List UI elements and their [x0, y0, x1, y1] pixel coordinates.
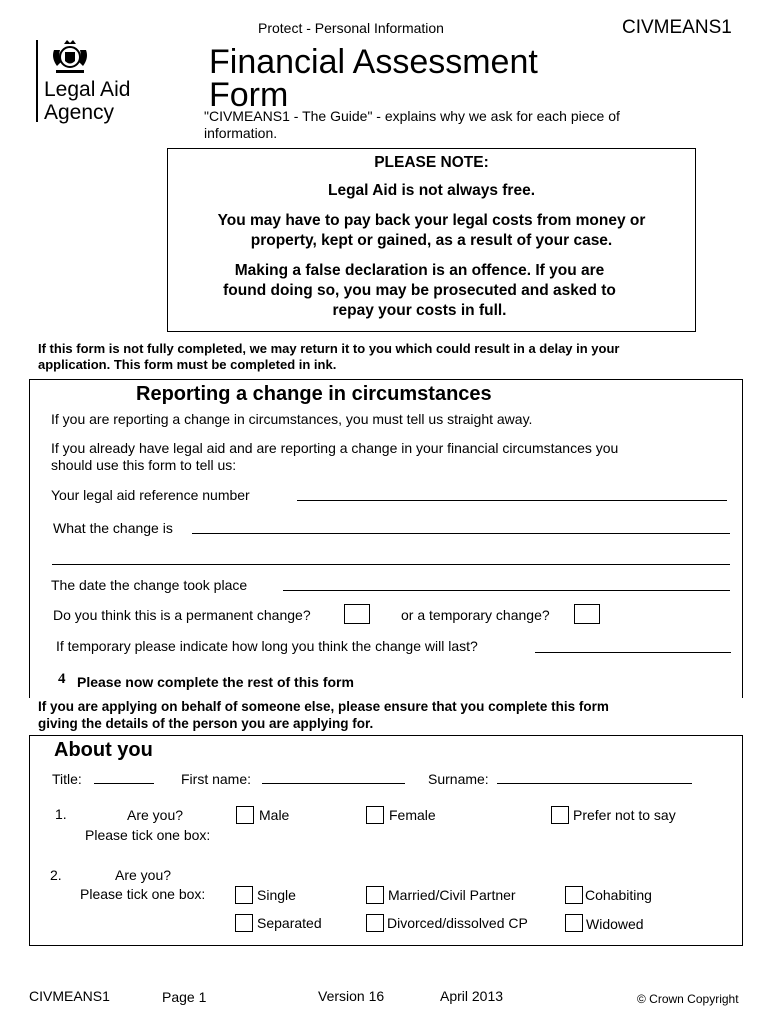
widowed-checkbox[interactable]: [565, 914, 583, 932]
page-title-line1: Financial Assessment: [209, 43, 538, 81]
female-checkbox[interactable]: [366, 806, 384, 824]
q1-number: 1.: [55, 806, 67, 822]
what-change-field-line2[interactable]: [52, 564, 730, 565]
incomplete-warning-line1: If this form is not fully completed, we may return it to you which could result in a delay in your: [38, 341, 620, 356]
prefer-not-to-say-checkbox[interactable]: [551, 806, 569, 824]
notice-line3c: repay your costs in full.: [332, 302, 507, 319]
q2-question: Are you?: [115, 867, 172, 883]
notice-line2a: You may have to pay back your legal costs from money or: [217, 212, 646, 229]
male-checkbox[interactable]: [236, 806, 254, 824]
step-instruction: Please now complete the rest of this form: [77, 674, 354, 690]
permanent-change-label: Do you think this is a permanent change?: [53, 607, 311, 623]
first-name-label: First name:: [181, 771, 252, 787]
separated-checkbox[interactable]: [235, 914, 253, 932]
footer-form-code: CIVMEANS1: [29, 988, 110, 1004]
divorced-checkbox[interactable]: [366, 914, 384, 932]
divorced-label: Divorced/dissolved CP: [387, 915, 528, 931]
footer-copyright: © Crown Copyright: [637, 992, 739, 1006]
footer-version: Version 16: [318, 988, 385, 1004]
notice-line3b: found doing so, you may be prosecuted and asked to: [223, 282, 616, 299]
married-checkbox[interactable]: [366, 886, 384, 904]
please-note-box: [167, 148, 696, 332]
change-section-title: Reporting a change in circumstances: [136, 383, 492, 405]
agency-name-line2: Agency: [44, 101, 115, 124]
q2-instruction: Please tick one box:: [80, 886, 206, 902]
agency-logo: [34, 40, 154, 124]
notice-heading: PLEASE NOTE:: [374, 154, 489, 171]
how-long-label: If temporary please indicate how long you think the change will last?: [56, 638, 478, 654]
cohabiting-label: Cohabiting: [585, 887, 652, 903]
how-long-field[interactable]: [535, 652, 731, 653]
surname-label: Surname:: [428, 771, 489, 787]
notice-line1: Legal Aid is not always free.: [327, 182, 536, 199]
royal-crest-icon: [50, 40, 90, 76]
q1-question: Are you?: [127, 807, 184, 823]
change-intro1: If you are reporting a change in circumstances, you must tell us straight away.: [51, 411, 533, 427]
form-code: CIVMEANS1: [622, 17, 732, 38]
change-intro2b: should use this form to tell us:: [51, 457, 237, 473]
single-label: Single: [257, 887, 296, 903]
temporary-change-checkbox[interactable]: [574, 604, 600, 624]
about-you-section: [29, 735, 743, 946]
notice-line2b: property, kept or gained, as a result of your case.: [250, 232, 613, 249]
reference-number-field[interactable]: [297, 500, 727, 501]
change-intro2a: If you already have legal aid and are reporting a change in your financial circumstances you: [51, 440, 619, 456]
behalf-note-line1: If you are applying on behalf of someone else, please ensure that you complete this form: [38, 699, 609, 714]
q1-instruction: Please tick one box:: [85, 827, 211, 843]
notice-line3a: Making a false declaration is an offence. If you are: [234, 262, 605, 279]
change-section: [29, 379, 743, 698]
about-you-title: About you: [54, 739, 153, 761]
what-change-field[interactable]: [192, 533, 730, 534]
temporary-change-label: or a temporary change?: [401, 607, 550, 623]
prefer-not-to-say-label: Prefer not to say: [573, 807, 676, 823]
q2-number: 2.: [50, 867, 62, 883]
protect-label: Protect - Personal Information: [258, 20, 444, 36]
guide-text-line1: "CIVMEANS1 - The Guide" - explains why we ask for each piece of: [204, 108, 620, 124]
what-change-label: What the change is: [53, 520, 173, 536]
guide-text-line2: information.: [204, 125, 278, 141]
married-label: Married/Civil Partner: [388, 887, 516, 903]
surname-field[interactable]: [497, 783, 692, 784]
footer-date: April 2013: [440, 988, 504, 1004]
incomplete-warning-line2: application. This form must be completed in ink.: [38, 357, 337, 372]
widowed-label: Widowed: [586, 916, 644, 932]
separated-label: Separated: [257, 915, 322, 931]
title-label: Title:: [52, 771, 82, 787]
change-date-label: The date the change took place: [51, 577, 248, 593]
footer-page-number: Page 1: [162, 989, 207, 1005]
male-label: Male: [259, 807, 290, 823]
change-date-field[interactable]: [283, 590, 730, 591]
reference-number-label: Your legal aid reference number: [51, 487, 250, 503]
behalf-note-line2: giving the details of the person you are applying for.: [38, 716, 374, 731]
cohabiting-checkbox[interactable]: [565, 886, 583, 904]
single-checkbox[interactable]: [235, 886, 253, 904]
first-name-field[interactable]: [262, 783, 405, 784]
agency-name-line1: Legal Aid: [44, 78, 131, 101]
logo-rule: [36, 40, 38, 122]
title-field[interactable]: [94, 783, 154, 784]
permanent-change-checkbox[interactable]: [344, 604, 370, 624]
step-number: 4: [58, 671, 66, 687]
female-label: Female: [389, 807, 436, 823]
page-title-line2: Form: [209, 76, 289, 114]
